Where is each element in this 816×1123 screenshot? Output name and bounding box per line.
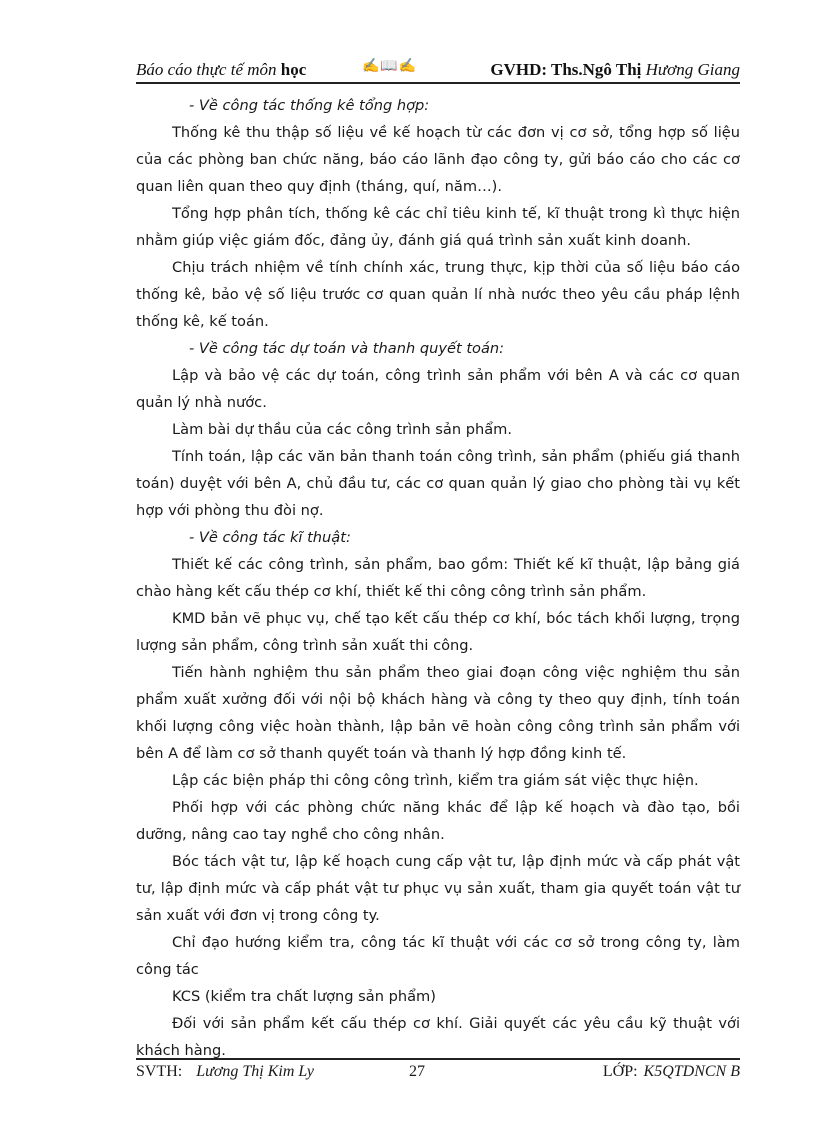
paragraph: Phối hợp với các phòng chức năng khác để lập kế hoạch và đào tạo, bồi dưỡng, nâng cao tay nghề cho công nhân. xyxy=(136,799,740,843)
book-ornament-icon: ✍📖✍ xyxy=(362,59,418,74)
document-body xyxy=(136,92,740,1064)
paragraph: Đối với sản phẩm kết cấu thép cơ khí. Giải quyết các yêu cầu kỹ thuật với khách hàng. xyxy=(136,1015,740,1059)
page-number: 27 xyxy=(409,1063,425,1080)
paragraph: Chỉ đạo hướng kiểm tra, công tác kĩ thuật với các cơ sở trong công ty, làm công tác xyxy=(136,934,740,978)
header-title-italic: Báo cáo thực tế môn xyxy=(136,60,281,79)
paragraph: Làm bài dự thầu của các công trình sản phẩm. xyxy=(172,421,513,438)
page-footer xyxy=(136,1063,740,1087)
paragraph: Bóc tách vật tư, lập kế hoạch cung cấp vật tư, lập định mức và cấp phát vật tư, lập định mức và cấp phát vật tư phục vụ sản xuất, tham gia quyết toán vật tư sản xuất với đơn vị trong công ty. xyxy=(136,853,740,924)
section-heading: - Về công tác thống kê tổng hợp: xyxy=(189,97,430,114)
paragraph: Thiết kế các công trình, sản phẩm, bao gồm: Thiết kế kĩ thuật, lập bảng giá chào hàng kết cấu thép cơ khí, thiết kế thi công công trình sản phẩm. xyxy=(136,556,740,600)
section-heading: - Về công tác dự toán và thanh quyết toán: xyxy=(189,340,505,357)
footer-class xyxy=(603,1063,740,1081)
footer-student-label: SVTH: xyxy=(136,1063,183,1080)
footer-class-label: LỚP: xyxy=(602,1063,638,1080)
header-supervisor-bold: GVHD: Ths.Ngô Thị xyxy=(490,60,646,79)
paragraph: Thống kê thu thập số liệu về kế hoạch từ các đơn vị cơ sở, tổng hợp số liệu của các phòng ban chức năng, báo cáo lãnh đạo công ty, gửi báo cáo cho các cơ quan liên quan theo quy định (tháng, quí, năm…). xyxy=(136,124,740,195)
footer-student-name: Lương Thị Kim Ly xyxy=(196,1063,314,1080)
paragraph: KCS (kiểm tra chất lượng sản phẩm) xyxy=(172,988,436,1005)
paragraph: Tính toán, lập các văn bản thanh toán công trình, sản phẩm (phiếu giá thanh toán) duyệt với bên A, chủ đầu tư, các cơ quan quản lý giao cho phòng tài vụ kết hợp với phòng thu đòi nợ. xyxy=(136,448,740,519)
header-report-title xyxy=(136,60,306,80)
paragraph: Lập các biện pháp thi công công trình, kiểm tra giám sát việc thực hiện. xyxy=(172,772,699,789)
header-supervisor xyxy=(490,60,740,80)
page-header xyxy=(136,58,740,84)
footer-class-value: K5QTDNCN B xyxy=(643,1063,740,1080)
footer-rule xyxy=(136,1058,740,1060)
header-supervisor-italic: Hương Giang xyxy=(645,60,740,79)
header-title-bold: học xyxy=(280,60,307,79)
paragraph: Tổng hợp phân tích, thống kê các chỉ tiêu kinh tế, kĩ thuật trong kì thực hiện nhằm giúp việc giám đốc, đảng ủy, đánh giá quá trình sản xuất kinh doanh. xyxy=(136,205,740,249)
paragraph: Tiến hành nghiệm thu sản phẩm theo giai đoạn công việc nghiệm thu sản phẩm xuất xưởng đối với nội bộ khách hàng và công ty theo quy định, tính toán khối lượng công việc hoàn thành, lập bản vẽ hoàn công công trình sản phẩm với bên A để làm cơ sở thanh quyết toán và thanh lý hợp đồng kinh tế. xyxy=(136,664,740,762)
paragraph: KMD bản vẽ phục vụ, chế tạo kết cấu thép cơ khí, bóc tách khối lượng, trọng lượng sản phẩm, công trình sản xuất thi công. xyxy=(136,610,740,654)
paragraph: Lập và bảo vệ các dự toán, công trình sản phẩm với bên A và các cơ quan quản lý nhà nước. xyxy=(136,367,740,411)
paragraph: Chịu trách nhiệm về tính chính xác, trung thực, kịp thời của số liệu báo cáo thống kê, bảo vệ số liệu trước cơ quan quản lí nhà nước theo yêu cầu pháp lệnh thống kê, kế toán. xyxy=(136,259,740,330)
header-rule xyxy=(136,82,740,84)
footer-student xyxy=(136,1063,314,1081)
section-heading: - Về công tác kĩ thuật: xyxy=(189,529,351,546)
